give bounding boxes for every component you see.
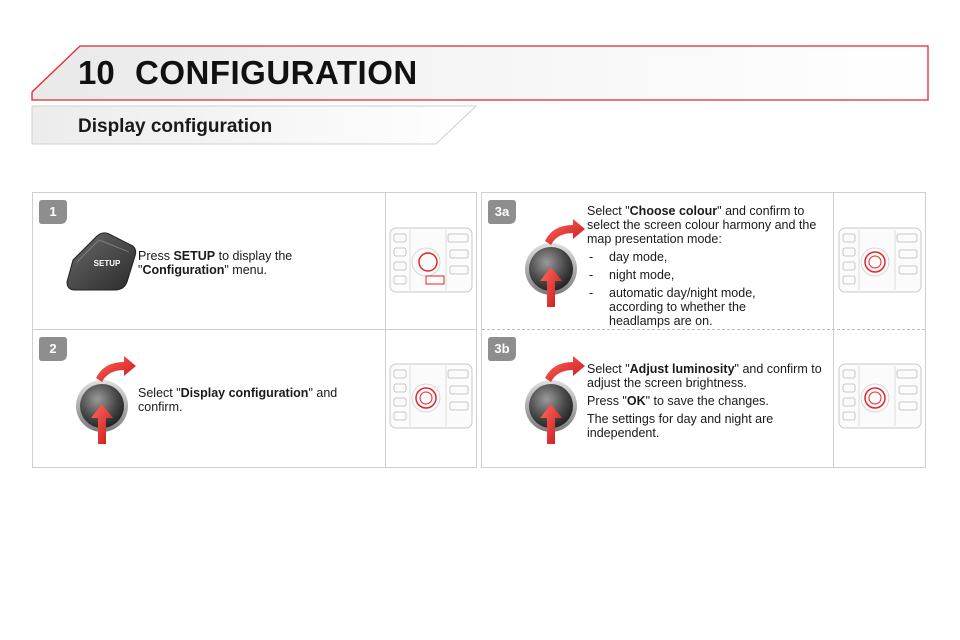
list-item: - automatic day/night mode, according to whether the headlamps are on.	[587, 286, 789, 328]
step-2-text-pre: Select "	[138, 386, 181, 400]
step-badge-3a	[488, 200, 516, 224]
step-3a-keyword: Choose colour	[629, 204, 718, 218]
list-item: - day mode,	[587, 250, 822, 264]
step-3b-text-pre: Select "	[587, 362, 630, 376]
console-thumbnail-icon	[388, 362, 474, 430]
step-3b-para-3: The settings for day and night are independent.	[587, 412, 774, 440]
step-badge-label: 2	[49, 341, 57, 356]
thumbnail-column-divider	[385, 193, 386, 467]
rotary-knob-icon	[72, 356, 142, 446]
console-thumbnail-icon	[837, 226, 923, 294]
step-1-text-pre: Press	[138, 249, 174, 263]
step-badge-label: 3a	[494, 204, 510, 219]
step-2-text	[138, 386, 358, 414]
step-1-keyword-configuration: Configuration	[142, 263, 225, 277]
step-3b-p2-post: " to save the changes.	[645, 394, 769, 408]
console-thumbnail-icon	[388, 226, 474, 294]
step-3a-text-pre: Select "	[587, 204, 630, 218]
section-title: Display configuration	[78, 116, 273, 137]
chapter-title: CONFIGURATION	[135, 54, 418, 91]
console-thumbnail-icon	[837, 362, 923, 430]
rotary-knob-icon	[521, 356, 591, 446]
step-1-text-post: " menu.	[224, 263, 268, 277]
step-3a-text	[587, 204, 822, 332]
step-badge-1	[39, 200, 67, 224]
step-3b-para-1	[587, 362, 822, 390]
thumbnail-column-divider	[833, 193, 834, 467]
step-2-keyword: Display configuration	[180, 386, 309, 400]
step-1-text	[138, 249, 338, 277]
step-3a-options-list	[587, 250, 822, 328]
step-badge-3b	[488, 337, 516, 361]
setup-key-icon	[63, 230, 137, 292]
step-3b-para-2	[587, 394, 822, 408]
step-divider	[33, 329, 476, 330]
step-3b-p2-pre: Press "	[587, 394, 627, 408]
step-1-keyword-setup: SETUP	[173, 249, 216, 263]
step-3a-text-post: " and confirm to select the screen colour harmony and the map presentation mode:	[587, 204, 817, 246]
rotary-knob-icon	[521, 219, 591, 309]
step-badge-label: 1	[49, 204, 57, 219]
step-3b-text	[587, 362, 822, 444]
step-3b-keyword: Adjust luminosity	[629, 362, 735, 376]
chapter-number: 10	[78, 54, 115, 91]
step-2-text-post: " and confirm.	[138, 386, 338, 414]
step-3b-keyword-ok: OK	[626, 394, 646, 408]
step-3a-intro	[587, 204, 822, 246]
step-1-text-mid: to display the "	[138, 249, 293, 277]
step-badge-2	[39, 337, 67, 361]
setup-key-label: SETUP	[93, 259, 121, 268]
step-3b-text-post: " and confirm to adjust the screen brightness.	[587, 362, 822, 390]
step-badge-label: 3b	[494, 341, 510, 356]
list-item: - night mode,	[587, 268, 822, 282]
